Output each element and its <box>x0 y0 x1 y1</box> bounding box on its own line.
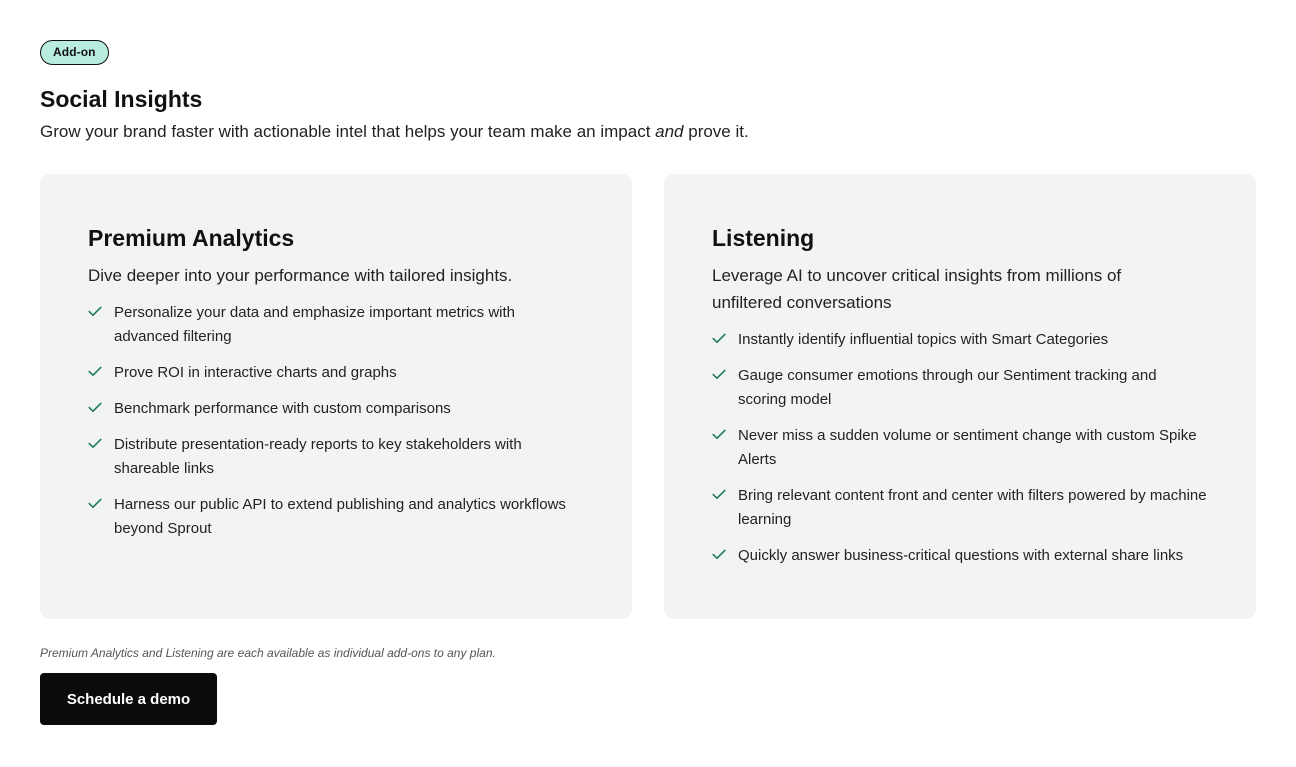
feature-text: Harness our public API to extend publishing and analytics workflows beyond Sprout <box>114 496 566 537</box>
feature-text: Never miss a sudden volume or sentiment change with custom Spike Alerts <box>738 427 1197 468</box>
feature-list <box>88 301 584 541</box>
add-on-badge: Add-on <box>40 40 109 65</box>
check-icon <box>88 397 114 421</box>
card-description: Dive deeper into your performance with tailored insights. <box>88 266 513 285</box>
subtitle-text-start: Grow your brand faster with actionable intel that helps your team make an impact <box>40 122 656 141</box>
feature-item <box>88 361 584 385</box>
check-icon <box>712 424 738 448</box>
schedule-demo-button[interactable]: Schedule a demo <box>40 673 217 725</box>
feature-item <box>712 424 1208 472</box>
check-icon <box>88 301 114 325</box>
section-subtitle <box>40 121 1256 143</box>
subtitle-text-end: prove it. <box>683 122 749 141</box>
feature-text: Instantly identify influential topics with Smart Categories <box>738 331 1109 348</box>
check-icon <box>712 484 738 508</box>
feature-item <box>88 397 584 421</box>
check-icon <box>712 544 738 568</box>
feature-text: Personalize your data and emphasize important metrics with advanced filtering <box>114 304 516 345</box>
feature-item <box>712 328 1208 352</box>
check-icon <box>88 361 114 385</box>
premium-analytics-card <box>40 174 632 619</box>
feature-text: Distribute presentation-ready reports to key stakeholders with shareable links <box>114 436 522 477</box>
feature-item <box>88 301 584 349</box>
feature-item <box>88 433 584 481</box>
check-icon <box>88 433 114 457</box>
feature-text: Quickly answer business-critical questions with external share links <box>738 547 1184 564</box>
card-title: Listening <box>712 225 815 251</box>
feature-text: Gauge consumer emotions through our Sentiment tracking and scoring model <box>738 367 1157 408</box>
listening-card <box>664 174 1256 619</box>
check-icon <box>712 364 738 388</box>
check-icon <box>712 328 738 352</box>
feature-list <box>712 328 1208 568</box>
card-description: Leverage AI to uncover critical insights from millions of unfiltered conversations <box>712 266 1122 312</box>
feature-text: Prove ROI in interactive charts and graphs <box>114 364 397 381</box>
feature-item <box>712 484 1208 532</box>
add-on-cards <box>40 174 1256 619</box>
feature-text: Benchmark performance with custom comparisons <box>114 400 451 417</box>
feature-text: Bring relevant content front and center with filters powered by machine learning <box>738 487 1207 528</box>
feature-item <box>712 544 1208 568</box>
check-icon <box>88 493 114 517</box>
card-title: Premium Analytics <box>88 225 295 251</box>
subtitle-emphasis: and <box>655 122 684 141</box>
section-title: Social Insights <box>40 86 203 112</box>
availability-footnote: Premium Analytics and Listening are each available as individual add-ons to any plan. <box>40 646 496 660</box>
feature-item <box>88 493 584 541</box>
feature-item <box>712 364 1208 412</box>
